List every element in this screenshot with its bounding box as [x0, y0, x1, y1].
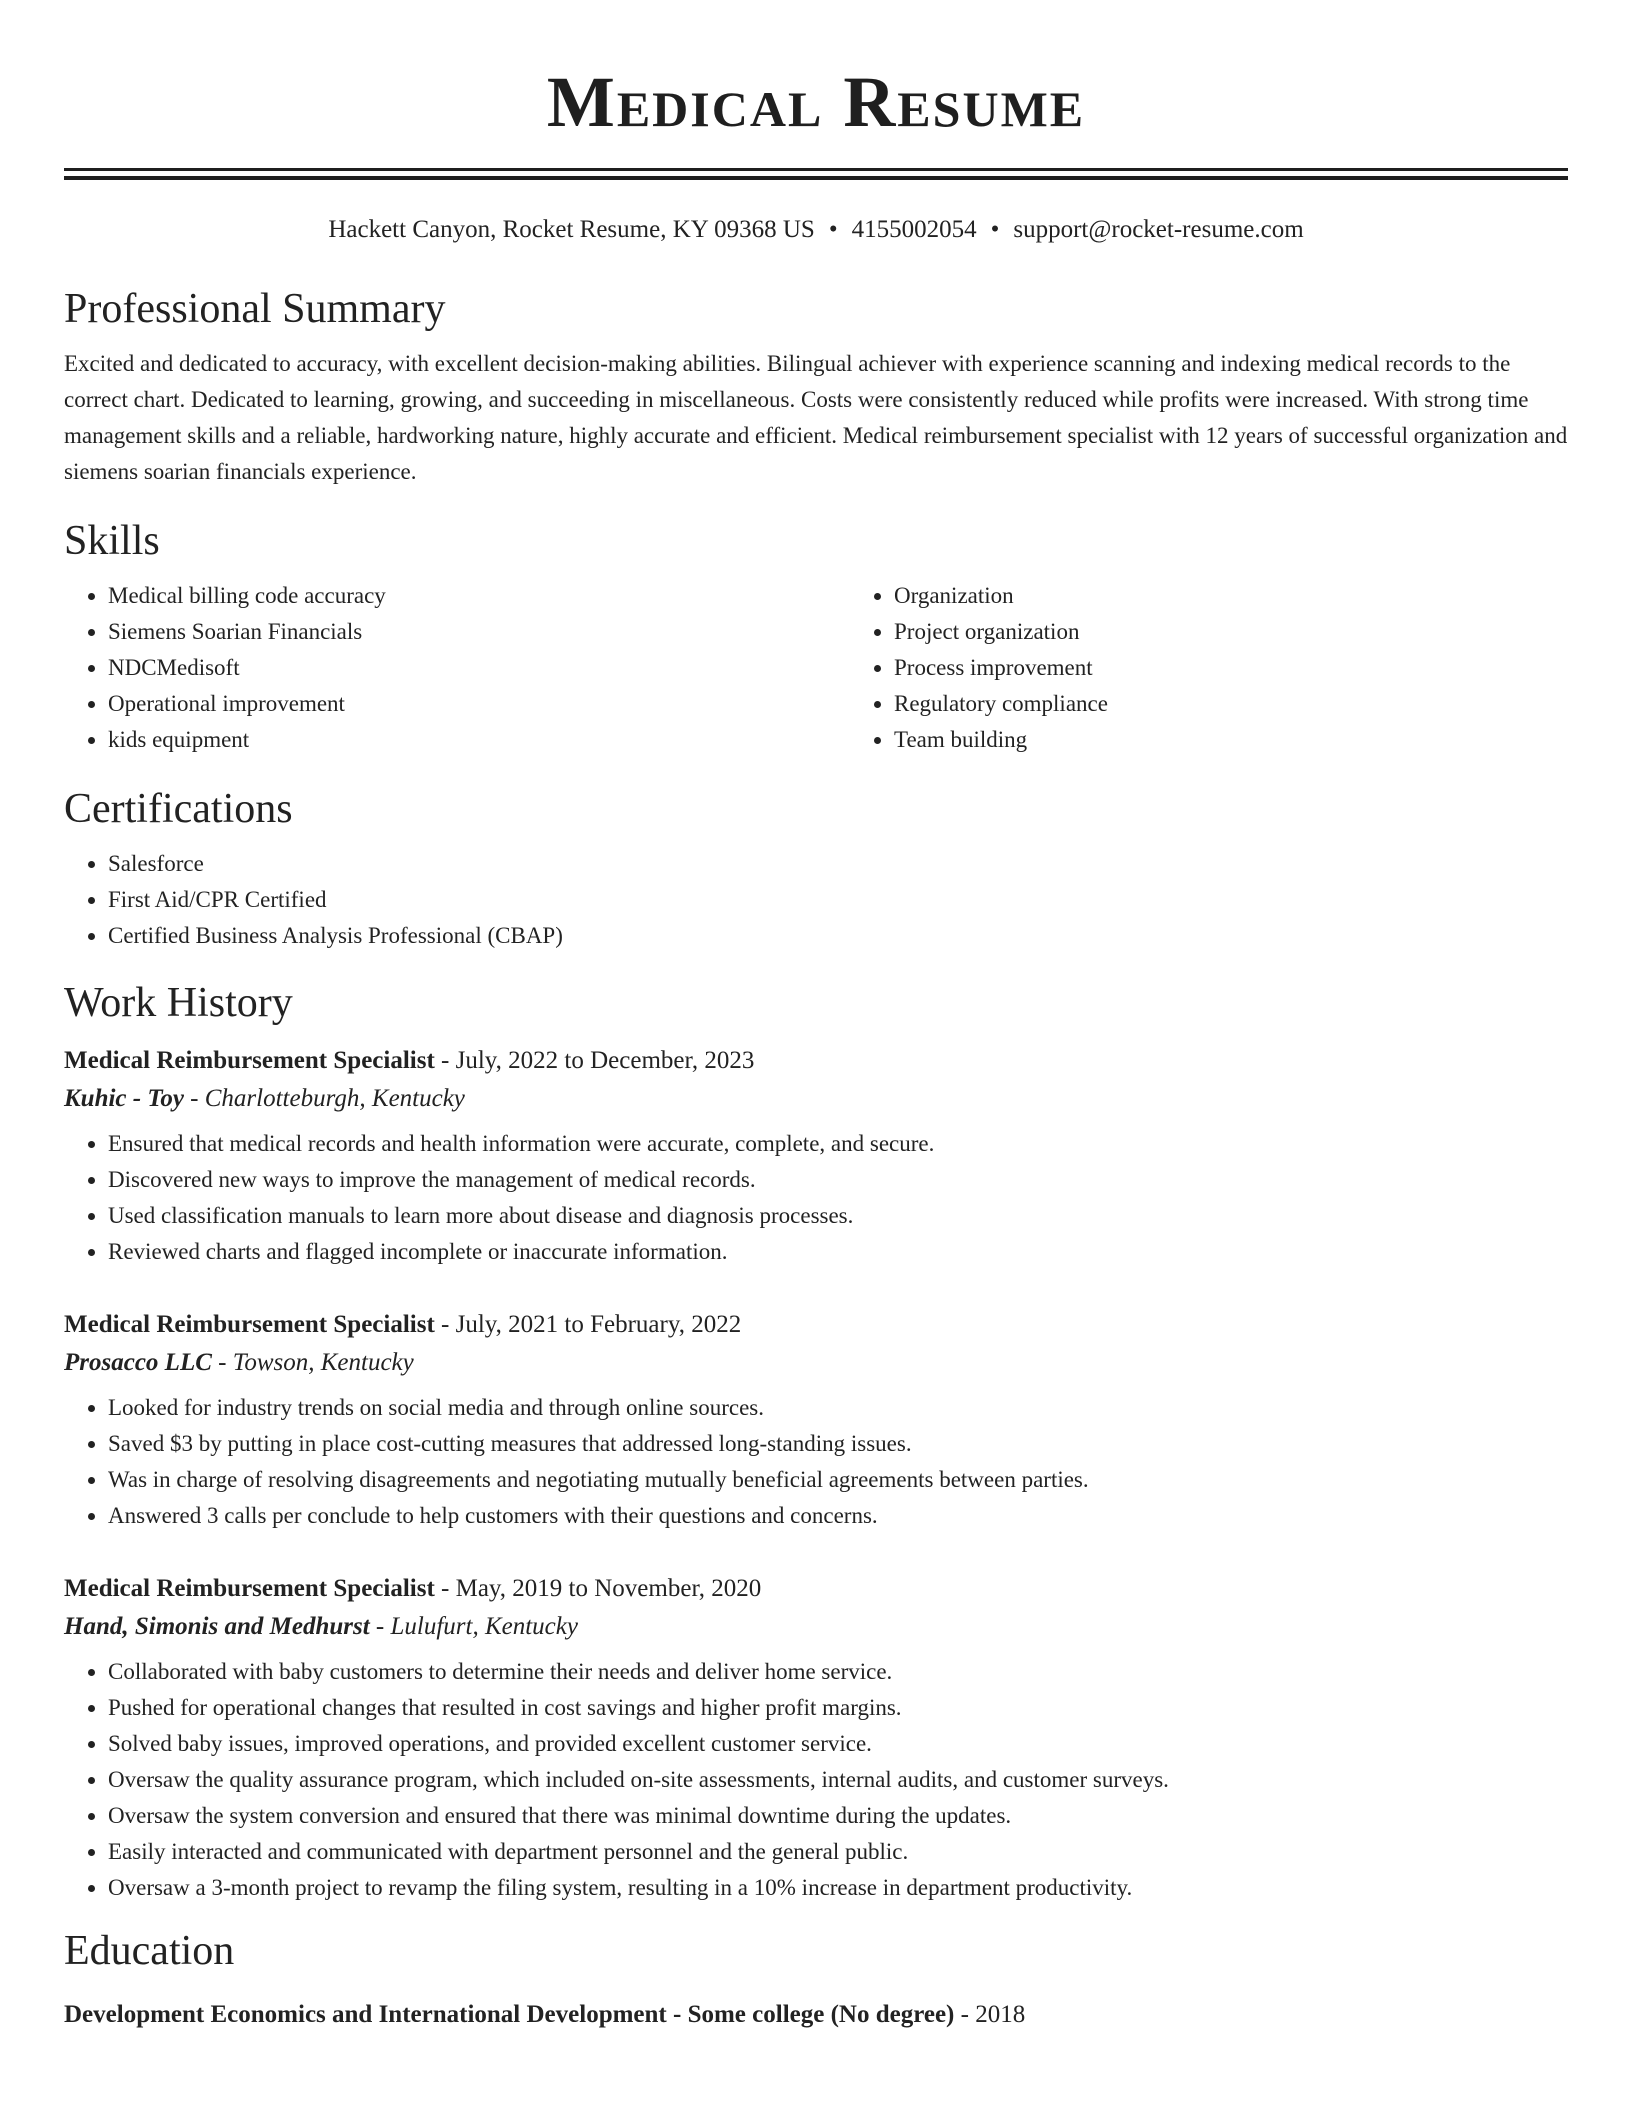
job-location: Charlotteburgh, Kentucky — [204, 1085, 465, 1112]
job-bullet: • Solved baby issues, improved operations, and provided excellent customer service. — [108, 1726, 1568, 1762]
job-company: Prosacco LLC — [64, 1349, 212, 1376]
skill-item: • Regulatory compliance — [894, 686, 1632, 722]
job-company-line — [64, 1080, 1568, 1118]
education-dash: - — [954, 2001, 976, 2028]
education-section — [64, 1926, 1568, 2034]
job-location: Lulufurt, Kentucky — [390, 1613, 578, 1640]
job-entry — [64, 1570, 1568, 1906]
contact-line — [64, 214, 1568, 246]
job-dash: - — [434, 1047, 456, 1074]
job-bullets — [64, 1126, 1568, 1270]
job-title-line — [64, 1306, 1568, 1344]
skill-item: • Medical billing code accuracy — [108, 578, 850, 614]
education-degree: Development Economics and International Development - Some college (No degree) — [64, 2001, 955, 2028]
job-dates: July, 2021 to February, 2022 — [455, 1311, 742, 1338]
certifications-section — [64, 784, 1568, 954]
certifications-list — [64, 846, 1568, 954]
skills-list-right — [850, 578, 1632, 758]
job-bullet: • Reviewed charts and flagged incomplete or inaccurate information. — [108, 1234, 1568, 1270]
job-bullet: • Discovered new ways to improve the management of medical records. — [108, 1162, 1568, 1198]
job-bullet: • Collaborated with baby customers to determine their needs and deliver home service. — [108, 1654, 1568, 1690]
job-dash: - — [369, 1613, 391, 1640]
skills-heading: Skills — [64, 518, 160, 564]
summary-heading: Professional Summary — [64, 286, 446, 332]
contact-separator: • — [828, 216, 838, 243]
skills-grid — [64, 578, 1568, 758]
job-bullet: • Looked for industry trends on social media and through online sources. — [108, 1390, 1568, 1426]
job-dash: - — [183, 1085, 205, 1112]
education-heading: Education — [64, 1928, 235, 1974]
job-bullets — [64, 1390, 1568, 1534]
job-title: Medical Reimbursement Specialist — [64, 1047, 435, 1074]
skill-item: • Team building — [894, 722, 1632, 758]
skill-item: • Operational improvement — [108, 686, 850, 722]
resume-page — [64, 0, 1568, 2034]
job-dates: May, 2019 to November, 2020 — [455, 1575, 762, 1602]
job-dash: - — [434, 1311, 456, 1338]
skills-section — [64, 516, 1568, 758]
certification-item: • Salesforce — [108, 846, 1568, 882]
job-bullets — [64, 1654, 1568, 1906]
job-bullet: • Used classification manuals to learn more about disease and diagnosis processes. — [108, 1198, 1568, 1234]
job-bullet: • Oversaw a 3-month project to revamp the filing system, resulting in a 10% increase in department productivity. — [108, 1870, 1568, 1906]
job-bullet: • Answered 3 calls per conclude to help customers with their questions and concerns. — [108, 1498, 1568, 1534]
skill-item: • kids equipment — [108, 722, 850, 758]
contact-address: Hackett Canyon, Rocket Resume, KY 09368 US — [328, 216, 815, 243]
education-year: 2018 — [975, 2001, 1026, 2028]
skill-item: • Siemens Soarian Financials — [108, 614, 850, 650]
job-bullet: • Was in charge of resolving disagreements and negotiating mutually beneficial agreements between parties. — [108, 1462, 1568, 1498]
job-title: Medical Reimbursement Specialist — [64, 1575, 435, 1602]
skill-item: • Project organization — [894, 614, 1632, 650]
resume-title: Medical Resume — [546, 62, 1086, 142]
job-dash: - — [434, 1575, 456, 1602]
job-title-line — [64, 1570, 1568, 1608]
job-bullet: • Ensured that medical records and health information were accurate, complete, and secure. — [108, 1126, 1568, 1162]
job-title: Medical Reimbursement Specialist — [64, 1311, 435, 1338]
title-divider-bottom — [64, 176, 1568, 180]
job-bullet: • Saved $3 by putting in place cost-cutting measures that addressed long-standing issues. — [108, 1426, 1568, 1462]
work-history-heading: Work History — [64, 980, 293, 1026]
skill-item: • Process improvement — [894, 650, 1632, 686]
job-company: Kuhic - Toy — [64, 1085, 184, 1112]
summary-text: Excited and dedicated to accuracy, with excellent decision-making abilities. Bilingual achiever with experience scanning and indexing medical records to the correct chart. Dedicated to learning, growing, and succeeding in miscellaneous. Costs were consistently reduced while profits were increased. With strong time management skills and a reliable, hardworking nature, highly accurate and efficient. Medical reimbursement specialist with 12 years of successful organization and siemens soarian financials experience. — [64, 351, 1568, 484]
contact-phone: 4155002054 — [851, 216, 977, 243]
job-dash: - — [211, 1349, 233, 1376]
work-history-section — [64, 978, 1568, 1906]
education-line — [64, 1996, 1568, 2034]
title-divider-top — [64, 168, 1568, 171]
summary-section — [64, 284, 1568, 490]
job-bullet: • Pushed for operational changes that resulted in cost savings and higher profit margins. — [108, 1690, 1568, 1726]
job-entry — [64, 1306, 1568, 1534]
job-title-line — [64, 1042, 1568, 1080]
job-dates: July, 2022 to December, 2023 — [455, 1047, 755, 1074]
contact-email: support@rocket-resume.com — [1013, 216, 1304, 243]
job-bullet: • Oversaw the system conversion and ensured that there was minimal downtime during the updates. — [108, 1798, 1568, 1834]
certification-item: • Certified Business Analysis Professional (CBAP) — [108, 918, 1568, 954]
skill-item: • Organization — [894, 578, 1632, 614]
skills-list-left — [64, 578, 850, 758]
job-bullet: • Easily interacted and communicated with department personnel and the general public. — [108, 1834, 1568, 1870]
job-location: Towson, Kentucky — [232, 1349, 414, 1376]
certification-item: • First Aid/CPR Certified — [108, 882, 1568, 918]
job-bullet: • Oversaw the quality assurance program, which included on-site assessments, internal audits, and customer surveys. — [108, 1762, 1568, 1798]
job-company: Hand, Simonis and Medhurst — [64, 1613, 370, 1640]
job-entry — [64, 1042, 1568, 1270]
certifications-heading: Certifications — [64, 786, 293, 832]
job-company-line — [64, 1344, 1568, 1382]
contact-separator: • — [990, 216, 1000, 243]
job-company-line — [64, 1608, 1568, 1646]
skill-item: • NDCMedisoft — [108, 650, 850, 686]
